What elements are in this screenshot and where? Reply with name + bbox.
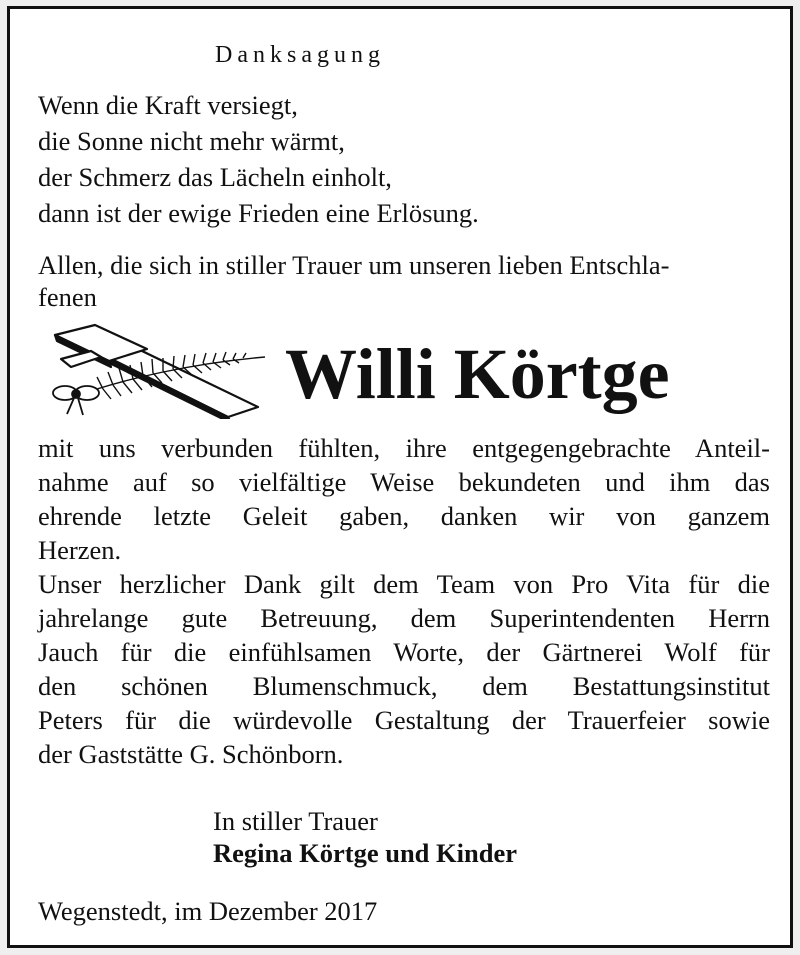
thanks-line: den schönen Blumenschmuck, dem Bestattungsinstitut — [38, 671, 770, 701]
thanks-line: jahrelange gute Betreuung, dem Superintendenten Herrn — [38, 603, 770, 633]
obituary-card — [7, 6, 793, 948]
intro-line: Allen, die sich in stiller Trauer um unseren lieben Entschla- — [38, 250, 670, 280]
deceased-name: Willi Körtge — [285, 334, 670, 414]
poem — [38, 89, 479, 233]
intro-line: fenen — [38, 282, 97, 312]
signature-names: Regina Körtge und Kinder — [213, 838, 518, 868]
cross-with-palm-icon — [43, 319, 268, 419]
poem-line: der Schmerz das Lächeln einholt, — [38, 162, 392, 192]
heading: Danksagung — [215, 42, 385, 68]
thanks-line: nahme auf so vielfältige Weise bekundeten und ihm das — [38, 467, 770, 497]
thanks-line: mit uns verbunden fühlten, ihre entgegengebrachte Anteil- — [38, 433, 770, 463]
poem-line: Wenn die Kraft versiegt, — [38, 90, 298, 120]
thanks-line: Unser herzlicher Dank gilt dem Team von Pro Vita für die — [38, 569, 770, 599]
thanks-line: der Gaststätte G. Schönborn. — [38, 739, 344, 769]
thanks-line: ehrende letzte Geleit gaben, danken wir von ganzem — [38, 501, 770, 531]
intro-text — [38, 249, 669, 313]
signature-greeting: In stiller Trauer — [213, 806, 378, 836]
poem-line: dann ist der ewige Frieden eine Erlösung. — [38, 198, 479, 228]
thanks-line: Jauch für die einfühlsamen Worte, der Gärtnerei Wolf für — [38, 637, 770, 667]
place-date: Wegenstedt, im Dezember 2017 — [38, 896, 378, 926]
thanks-line: Herzen. — [38, 535, 122, 565]
thanks-line: Peters für die würdevolle Gestaltung der Trauerfeier sowie — [38, 705, 770, 735]
poem-line: die Sonne nicht mehr wärmt, — [38, 126, 345, 156]
